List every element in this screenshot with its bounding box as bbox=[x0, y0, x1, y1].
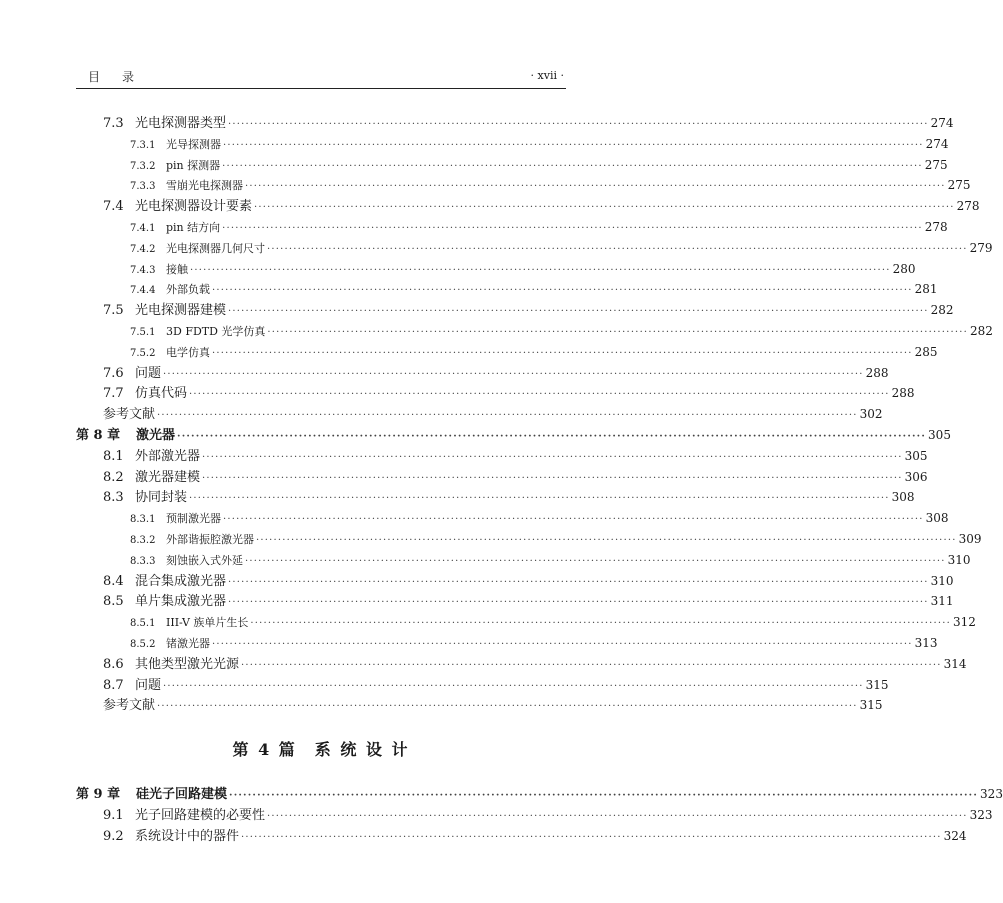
toc-entry-title: III-V 族单片生长 bbox=[166, 616, 249, 630]
toc-entry bbox=[76, 175, 971, 196]
dot-leader: ································································································································································ bbox=[256, 534, 957, 546]
toc-chapter-entry bbox=[76, 425, 951, 446]
toc-entry-number: 8.3 bbox=[103, 490, 124, 506]
toc-entry-number: 7.3.3 bbox=[130, 181, 156, 193]
toc-entry-page: 278 bbox=[924, 219, 948, 234]
dot-leader: ································································································································································ bbox=[241, 659, 942, 671]
toc-entry-title: 系统设计中的器件 bbox=[135, 828, 240, 844]
toc-entry-title: 锗激光器 bbox=[166, 636, 210, 650]
toc-entry-number: 第 8 章 bbox=[76, 427, 121, 443]
dot-leader: ································································································································································ bbox=[222, 222, 923, 234]
toc-entry-title: 仿真代码 bbox=[135, 386, 188, 402]
toc-entry-page: 323 bbox=[969, 807, 993, 822]
toc-entry bbox=[76, 404, 883, 425]
toc-entry-page: 305 bbox=[928, 427, 951, 442]
dot-leader: ································································································································································ bbox=[267, 810, 968, 822]
toc-entry-page: 288 bbox=[891, 386, 915, 401]
toc-entry-page: 305 bbox=[904, 448, 928, 463]
toc-entry-title: 单片集成激光器 bbox=[135, 594, 227, 610]
toc-entry-title: 问题 bbox=[135, 677, 162, 693]
dot-leader: ································································································································································ bbox=[241, 831, 942, 843]
dot-leader: ································································································································································ bbox=[245, 181, 946, 193]
toc-entry-page: 282 bbox=[970, 323, 993, 338]
toc-entry-page: 274 bbox=[925, 136, 949, 151]
toc-entry-title: 外部激光器 bbox=[135, 448, 201, 464]
toc-entry-page: 313 bbox=[914, 635, 938, 650]
dot-leader: ································································································································································ bbox=[202, 472, 903, 484]
toc-entry-page: 308 bbox=[891, 490, 915, 505]
toc-entry bbox=[76, 467, 928, 488]
toc-entry bbox=[76, 487, 915, 508]
toc-entry-page: 310 bbox=[930, 573, 954, 588]
dot-leader: ································································································································································ bbox=[245, 555, 946, 567]
toc-entry-title: 光子回路建模的必要性 bbox=[135, 807, 266, 823]
toc-entry-page: 274 bbox=[930, 116, 954, 130]
toc-entry-page: 314 bbox=[943, 656, 967, 671]
toc-entry bbox=[76, 363, 889, 384]
toc-entry bbox=[76, 342, 938, 363]
toc-entry-page: 285 bbox=[914, 344, 938, 359]
dot-leader: ································································································································································ bbox=[177, 430, 927, 442]
dot-leader: ································································································································································ bbox=[250, 618, 951, 630]
toc-entry-page: 312 bbox=[953, 615, 976, 630]
dot-leader: ································································································································································ bbox=[223, 139, 924, 151]
toc-entry-title: 问题 bbox=[135, 365, 162, 381]
toc-entry-page: 280 bbox=[892, 261, 916, 276]
dot-leader: ································································································································································ bbox=[189, 389, 890, 401]
toc-entry-page: 315 bbox=[859, 698, 883, 713]
toc-entry-number: 7.5.1 bbox=[130, 326, 156, 338]
toc-chapter-entry bbox=[76, 784, 1003, 805]
toc-entry-title: 参考文献 bbox=[103, 407, 156, 423]
dot-leader: ································································································································································ bbox=[228, 597, 929, 609]
toc-entry bbox=[76, 279, 938, 300]
dot-leader: ································································································································································ bbox=[228, 576, 929, 588]
toc-entry-page: 310 bbox=[947, 552, 971, 567]
toc-entry-number: 8.7 bbox=[103, 677, 124, 693]
toc-entry-page: 309 bbox=[958, 531, 982, 546]
toc-entry-page: 311 bbox=[930, 594, 954, 609]
toc-entry-number: 7.3 bbox=[103, 116, 124, 131]
dot-leader: ································································································································································ bbox=[190, 264, 891, 276]
toc-entry-number: 7.4.4 bbox=[130, 285, 156, 297]
toc-entry-number: 7.4.1 bbox=[130, 222, 156, 234]
toc-entry bbox=[76, 113, 954, 134]
dot-leader: ································································································································································ bbox=[163, 368, 864, 380]
toc-entry bbox=[76, 508, 949, 529]
toc-entry-number: 8.3.2 bbox=[130, 534, 156, 546]
toc-entry-number: 8.4 bbox=[103, 573, 124, 589]
toc-entry-number: 8.3.1 bbox=[130, 514, 156, 526]
dot-leader: ································································································································································ bbox=[267, 243, 968, 255]
dot-leader: ································································································································································ bbox=[228, 119, 929, 130]
dot-leader: ································································································································································ bbox=[212, 638, 913, 650]
toc-entry bbox=[76, 805, 993, 826]
toc-entry-title: 外部谐振腔激光器 bbox=[166, 532, 254, 546]
toc-entry-number: 8.5.1 bbox=[130, 618, 156, 630]
dot-leader: ································································································································································ bbox=[163, 680, 864, 692]
toc-entry-page: 306 bbox=[904, 469, 928, 484]
dot-leader: ································································································································································ bbox=[202, 451, 903, 463]
toc-entry bbox=[76, 675, 889, 696]
toc-entry bbox=[76, 259, 916, 280]
toc-entry-number: 8.5 bbox=[103, 594, 124, 610]
toc-entry-page: 281 bbox=[914, 282, 938, 297]
toc-entry bbox=[76, 321, 993, 342]
toc-entry-title: 参考文献 bbox=[103, 698, 156, 714]
toc-entry-title: pin 结方向 bbox=[166, 220, 221, 234]
toc-entry-title: 协同封装 bbox=[135, 490, 188, 506]
toc-entry bbox=[76, 826, 967, 847]
toc-entry-title: 光电探测器几何尺寸 bbox=[166, 241, 265, 255]
toc-entry-page: 288 bbox=[865, 365, 889, 380]
toc-entry-title: 光电探测器设计要素 bbox=[135, 199, 253, 215]
toc-entry-title: 光导探测器 bbox=[166, 137, 221, 151]
toc-entry-page: 308 bbox=[925, 511, 949, 526]
toc-entry-number: 9.1 bbox=[103, 807, 124, 823]
toc-entry-title: 激光器 bbox=[136, 427, 176, 443]
toc-entry-number: 7.3.2 bbox=[130, 160, 156, 172]
toc-entry bbox=[76, 196, 980, 217]
header-section-title: 目录 bbox=[88, 70, 157, 84]
dot-leader: ································································································································································ bbox=[267, 326, 969, 338]
dot-leader: ································································································································································ bbox=[212, 347, 913, 359]
toc-entry-title: 光电探测器建模 bbox=[135, 303, 227, 319]
toc-entry-number: 7.7 bbox=[103, 386, 124, 402]
toc-entry-title: 其他类型激光光源 bbox=[135, 656, 240, 672]
toc-entry-number: 8.3.3 bbox=[130, 555, 156, 567]
toc-entry-number: 7.4 bbox=[103, 199, 124, 215]
toc-entry bbox=[76, 217, 948, 238]
toc-entry-title: 激光器建模 bbox=[135, 469, 201, 485]
toc-entry-page: 282 bbox=[930, 303, 954, 318]
toc-entry-title: 光电探测器类型 bbox=[135, 116, 227, 131]
toc-entry-title: 刻蚀嵌入式外延 bbox=[166, 553, 243, 567]
toc-entry-page: 278 bbox=[956, 199, 980, 214]
toc-entry bbox=[76, 591, 954, 612]
toc-entry bbox=[76, 446, 928, 467]
toc-entry bbox=[76, 155, 948, 176]
toc-entry bbox=[76, 238, 993, 259]
dot-leader: ································································································································································ bbox=[228, 306, 929, 318]
toc-entry-page: 302 bbox=[859, 407, 883, 422]
toc-entry-title: 雪崩光电探测器 bbox=[166, 179, 243, 193]
toc-entry bbox=[76, 300, 954, 321]
dot-leader: ································································································································································ bbox=[212, 285, 913, 297]
dot-leader: ································································································································································ bbox=[189, 493, 890, 505]
toc-entry-title: 预制激光器 bbox=[166, 512, 221, 526]
table-of-contents bbox=[76, 113, 1003, 847]
toc-entry-title: 外部负载 bbox=[166, 283, 210, 297]
dot-leader: ································································································································································ bbox=[157, 701, 858, 713]
dot-leader: ································································································································································ bbox=[254, 202, 955, 214]
toc-entry-page: 275 bbox=[947, 178, 971, 193]
toc-entry bbox=[76, 695, 883, 716]
toc-entry-title: 3D FDTD 光学仿真 bbox=[166, 324, 266, 338]
toc-entry bbox=[76, 529, 982, 550]
toc-entry-page: 279 bbox=[969, 240, 993, 255]
toc-entry-number: 9.2 bbox=[103, 828, 124, 844]
toc-entry bbox=[76, 550, 971, 571]
toc-entry-number: 第 9 章 bbox=[76, 787, 121, 803]
dot-leader: ································································································································································ bbox=[229, 790, 979, 802]
toc-entry-number: 7.4.3 bbox=[130, 264, 156, 276]
toc-entry bbox=[76, 633, 938, 654]
page-number: · xvii · bbox=[530, 69, 564, 82]
toc-entry-title: pin 探测器 bbox=[166, 158, 221, 172]
toc-entry-number: 8.1 bbox=[103, 448, 124, 464]
toc-entry-title: 混合集成激光器 bbox=[135, 573, 227, 589]
toc-entry-number: 8.2 bbox=[103, 469, 124, 485]
toc-entry-number: 7.3.1 bbox=[130, 139, 156, 151]
toc-entry bbox=[76, 134, 949, 155]
toc-entry-page: 323 bbox=[980, 787, 1003, 802]
toc-entry-page: 315 bbox=[865, 677, 889, 692]
toc-entry-title: 电学仿真 bbox=[166, 345, 210, 359]
toc-entry-title: 硅光子回路建模 bbox=[136, 787, 228, 803]
toc-entry-number: 7.4.2 bbox=[130, 243, 156, 255]
part-heading: 第 4 篇 系 统 设 计 bbox=[232, 740, 410, 760]
toc-entry bbox=[76, 612, 976, 633]
dot-leader: ································································································································································ bbox=[157, 410, 858, 422]
toc-entry bbox=[76, 383, 915, 404]
toc-entry-title: 接触 bbox=[166, 262, 188, 276]
toc-entry bbox=[76, 654, 967, 675]
dot-leader: ································································································································································ bbox=[223, 514, 924, 526]
toc-entry-page: 275 bbox=[924, 157, 948, 172]
toc-entry-number: 7.6 bbox=[103, 365, 124, 381]
toc-entry-number: 7.5 bbox=[103, 303, 124, 319]
toc-entry-page: 324 bbox=[943, 828, 967, 843]
toc-entry bbox=[76, 571, 954, 592]
dot-leader: ································································································································································ bbox=[222, 160, 923, 172]
page-header bbox=[76, 68, 566, 89]
toc-entry-number: 7.5.2 bbox=[130, 347, 156, 359]
toc-entry-number: 8.6 bbox=[103, 656, 124, 672]
toc-entry-number: 8.5.2 bbox=[130, 638, 156, 650]
